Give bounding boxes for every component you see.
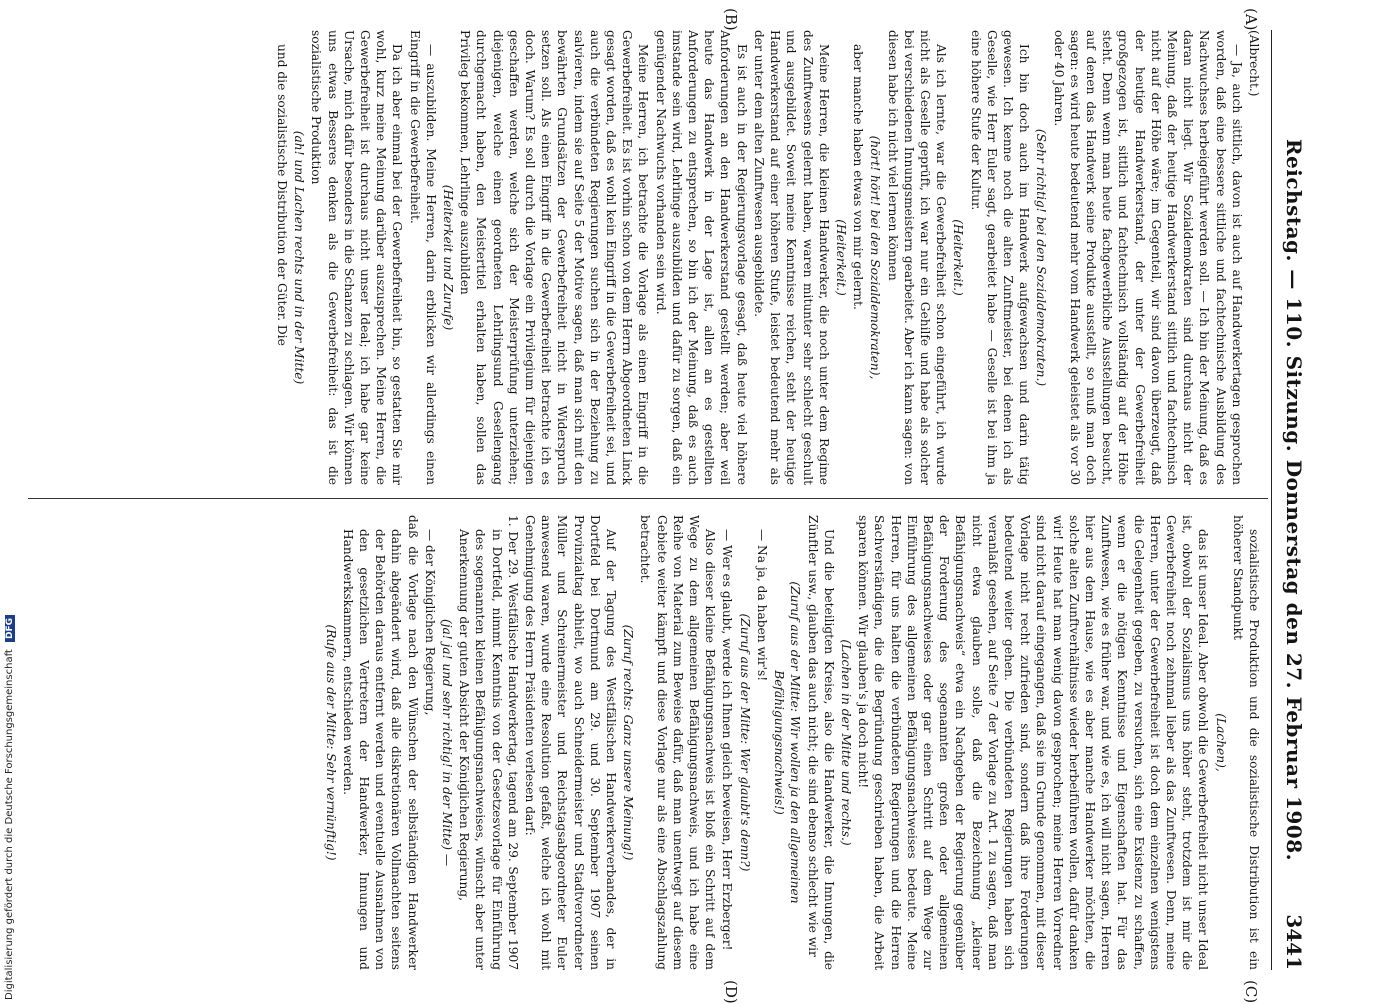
left-column xyxy=(27,30,1262,485)
paragraph: Da ich aber einmal bei der Gewerbefreiheit bin, so gestatten Sie mir wohl, kurz meine Meinung darüber auszusprechen. Meine Herren, die Gewerbefreiheit ist durchaus nicht unser Ideal; ich habe gar keine Ursache, mich dafür besonders in die Schanzen zu schlagen. Wir können uns etwas Besseres denken als die Gewerbefreiheit: das ist die sozialistische Produktion xyxy=(309,30,405,485)
paragraph: Ich bin doch auch im Handwerk aufgewachsen und darin tätig gewesen. Ich kenne noch die alten Zunftmeister, bei denen ich als Geselle, wie Herr Euler sagt, gearbeitet habe — Geselle ist bei ihm ja eine höhere Stufe der Kultur. xyxy=(968,30,1032,485)
column-divider xyxy=(28,498,1268,499)
interjection: (Zuruf aus der Mitte: Wer glaubt's denn?) xyxy=(737,613,752,872)
paragraph: das ist unser Ideal. Aber obwohl die Gewerbefreiheit nicht unser Ideal ist, obwohl der Sozialismus uns höher steht, trotzdem ist mir die Gewerbefreiheit noch zehnmal lieber als das Zunftwesen. Denn, meine Herren, unter der Gewerbefreiheit ist doch dem einzelnen wenigstens die Gelegenheit gegeben, zu versuchen, sich eine Existenz zu schaffen, wenn er die nötigen Kenntnisse und Eigenschaften hat. Für das Zunftwesen, wie es früher war, und wie es, ich will nicht sagen, Herren hier aus dem Hause, wie es aber manche Handwerker möchten, die solche alten Zunftverhältnisse wieder herbeiführen wollen, dafür danken wir! Heute hat man wenig davon gesprochen; meine Herren Vorredner sind nicht darauf eingegangen, daß sie im Grunde genommen, mit dieser Vorlage nicht recht zufrieden sind, sondern daß ihre Forderungen bedeutend weiter gehen. Die verbündeten Regierungen haben sich veranlaßt gesehen, auf Seite 7 der Vorlage zu Art. 1 zu sagen, daß man nicht etwa glauben solle, daß die Bezeichnung „kleiner Befähigungsnachweis“ etwa ein Nachgeben der Regierung gegenüber der Forderung des sogenannten großen oder allgemeinen Befähigungsnachweises oder gar einen Schritt auf dem Wege zur Einführung des allgemeinen Befähigungsnachweises bedeute. Meine Herren, für uns halten die verbündeten Regierungen und die Herren Sachverständigen, die die Begründung geschrieben haben, die Arbeit sparen können. Wir glauben's ja doch nicht! xyxy=(856,515,1211,970)
interjection: (Zuruf aus der Mitte: Wir wollen ja den allgemeinen Befähigungsnachweis!) xyxy=(772,581,803,904)
interjection: (Heiterkeit.) xyxy=(833,219,848,296)
margin-mark-a: (A) xyxy=(1242,8,1260,31)
header-rule xyxy=(1271,30,1272,970)
page-header xyxy=(1276,30,1306,970)
paragraph: — Wer es glaubt, werde ich Ihnen gleich beweisen, Herr Erzberger! xyxy=(720,529,735,951)
page-number: 3441 xyxy=(1282,914,1306,970)
paragraph: 1. Der 29. Westfälische Handwerkertag, tagend am 29. September 1907 in Dortfeld, nimmt Kenntnis von der Gesetzesvorlage für Einführung des sogenannten kleinen Befähigungsnachweises, wünscht aber unter Anerkennung der guten Absicht der Königlichen Regierung, xyxy=(457,515,520,970)
paragraph: — Ja, auch sittlich, davon ist auch auf Handwerkertagen gesprochen worden, daß eine bessere sittliche und fachtechnische Ausbildung des Nachwuchses herbeigeführt werden soll. — Ich bin der Meinung, daß es daran nicht liegt. Wir Sozialdemokraten sind durchaus nicht der Meinung, daß der heutige Handwerkerstand sittlich und fachtechnisch nicht auf der Höhe wäre; im Gegenteil, wir sind davon überzeugt, daß der heutige Handwerkerstand, der unter der Gewerbefreiheit großgezogen ist, sittlich und fachtechnisch vollständig auf der Höhe steht. Denn wenn man heute fachgewerbliche Ausstellungen besucht, auf denen das Handwerk seine Produkte ausstellt, so muß man doch sagen: es wird heute bedeutend mehr vom Handwerk geleistet als vor 30 oder 40 Jahren. xyxy=(1051,30,1244,485)
digitization-note xyxy=(4,0,18,1000)
interjection: (Heiterkeit.) xyxy=(951,219,966,296)
paragraph: — der Königlichen Regierung, xyxy=(422,529,437,716)
paragraph: Es ist auch in der Regierungsvorlage gesagt, daß heute viel höhere Anforderungen an den Handwerkerstand gestellt werden; aber weil heute das Handwerk in der Lage ist, allen an es gestellten Anforderungen zu entsprechen, so bin ich der Meinung, daß es auch imstande sein wird, Lehrlinge auszubilden und dafür zu sorgen, daß ein genügender Nachwuchs vorhanden sein wird. xyxy=(653,30,749,485)
interjection: (Zuruf rechts: Ganz unsere Meinung!) xyxy=(621,624,636,861)
paragraph: Also dieser kleine Befähigungsnachweis ist bloß ein Schritt auf dem Wege zu dem allgemeinen Befähigungsnachweis, und ich habe eine Reihe von Material zum Beweise dafür, daß man unentwegt auf diesem Gebiete weiter kämpft und diese Vorlage nur als eine Abschlagszahlung betrachtet. xyxy=(638,515,718,970)
paragraph: — auszubilden. Meine Herren, darin erblicken wir allerdings einen Eingriff in die Gewerbefreiheit. xyxy=(407,30,438,485)
paragraph: aber manche haben etwas von mir gelernt. xyxy=(851,44,866,310)
interjection: (Lachen), xyxy=(1213,713,1228,772)
page-title: Reichstag. — 110. Sitzung. Donnerstag den 27. Februar 1908. xyxy=(1282,138,1306,862)
interjection: (ja! ja! und sehr richtig! in der Mitte) — xyxy=(440,618,455,867)
interjection: (Sehr richtig! bei den Sozialdemokraten.) xyxy=(1034,128,1049,387)
margin-mark-d: (D) xyxy=(722,980,740,1004)
speaker-name: (Albrecht.) xyxy=(1247,30,1261,97)
interjection: (Rufe aus der Mitte: Sehr vernünftig!) xyxy=(323,624,338,861)
right-column xyxy=(27,515,1262,970)
margin-mark-b: (B) xyxy=(722,8,740,31)
paragraph: Meine Herren, die kleinen Handwerker, die noch unter dem Regime des Zunftwesens gelernt haben, waren mitunter sehr schlecht geschult und ausgebildet. Soweit meine Kenntnisse reichen, steht der heutige Handwerkerstand auf einer höheren Stufe, leistet bedeutend mehr als der unter dem alten Zunftwesen ausgebildete. xyxy=(751,30,831,485)
paragraph: daß die Vorlage nach den Wünschen der selbständigen Handwerker dahin abgeändert wird, daß alle diskretionären Vollmachten seitens der Behörden daraus entfernt werden und eventuelle Ausnahmen von den gesetzlichen Vertretern der Handwerker, Innungen und Handwerkskammern, entschieden werden. xyxy=(340,515,420,970)
paragraph: — Na ja, da haben wir's! xyxy=(754,529,769,682)
digitization-text: Digitalisierung gefördert durch die Deutsche Forschungsgemeinschaft xyxy=(4,649,15,1000)
interjection: (ah! und Lachen rechts und in der Mitte) xyxy=(292,130,307,385)
document-page xyxy=(20,0,1320,1004)
paragraph: Meine Herren, ich betrachte die Vorlage als einen Eingriff in die Gewerbefreiheit. Es ist vorhin schon von dem Herrn Abgeordneten Linck gesagt worden, daß es wohl kein Eingriff in die Gewerbefreiheit sei, und auch die verbündeten Regierungen suchen sich in der Beziehung zu salvieren, indem sie auf Seite 5 der Motive sagen, daß man sich mit den bewährten Grundsätzen der Gewerbefreiheit nicht in Widerspruch setzen soll. Als einen Eingriff in die Gewerbefreiheit betrachte ich es doch. Warum? Es soll durch die Vorlage ein Privilegium für diejenigen geschaffen werden, welche sich der Meisterprüfung unterziehen; diejenigen, welche einen geordneten Lehrlingsund Gesellengang durchgemacht haben, den Meistertitel erhalten haben, sollen das Privileg bekommen, Lehrlinge auszubilden xyxy=(458,30,651,485)
interjection: (Heiterkeit und Zurufe) xyxy=(441,184,456,331)
interjection: (hört! hört! bei den Sozialdemokraten), xyxy=(868,135,883,380)
paragraph: Als ich lernte, war die Gewerbefreiheit schon eingeführt, ich wurde nicht als Geselle geprüft, ich war nur ein Gehilfe und habe als solcher bei verschiedenen Innungsmeistern gearbeitet. Aber ich kann sagen: von diesen habe ich nicht viel lernen können xyxy=(885,30,949,485)
margin-mark-c: (C) xyxy=(1242,980,1260,1004)
dfg-logo: DFG xyxy=(5,615,15,642)
paragraph: sozialistische Produktion und die sozialistische Distribution ist ein höherer Standpunkt xyxy=(1230,515,1261,970)
interjection: (Lachen in der Mitte und rechts.) xyxy=(838,639,853,846)
paragraph: und die sozialistische Distribution der Güter. Die xyxy=(275,44,290,346)
paragraph: Und die beteiligten Kreise, also die Handwerker, die Innungen, die Zünftler usw., glauben das auch nicht; die sind ebenso schlecht wie wir xyxy=(805,515,836,970)
paragraph: Auf der Tagung des Westfälischen Handwerkerverbandes, der in Dortfeld bei Dortmund am 29. und 30. September 1907 seinen Provinzialtag abhielt, wo auch Schneidermeister und Stadtverordneter Müller und Schreinermeister und Reichstagsabgeordneter Euler anwesend waren, wurde eine Resolution gefaßt, welche ich wohl mit Genehmigung des Herrn Präsidenten verlesen darf: xyxy=(523,515,619,970)
